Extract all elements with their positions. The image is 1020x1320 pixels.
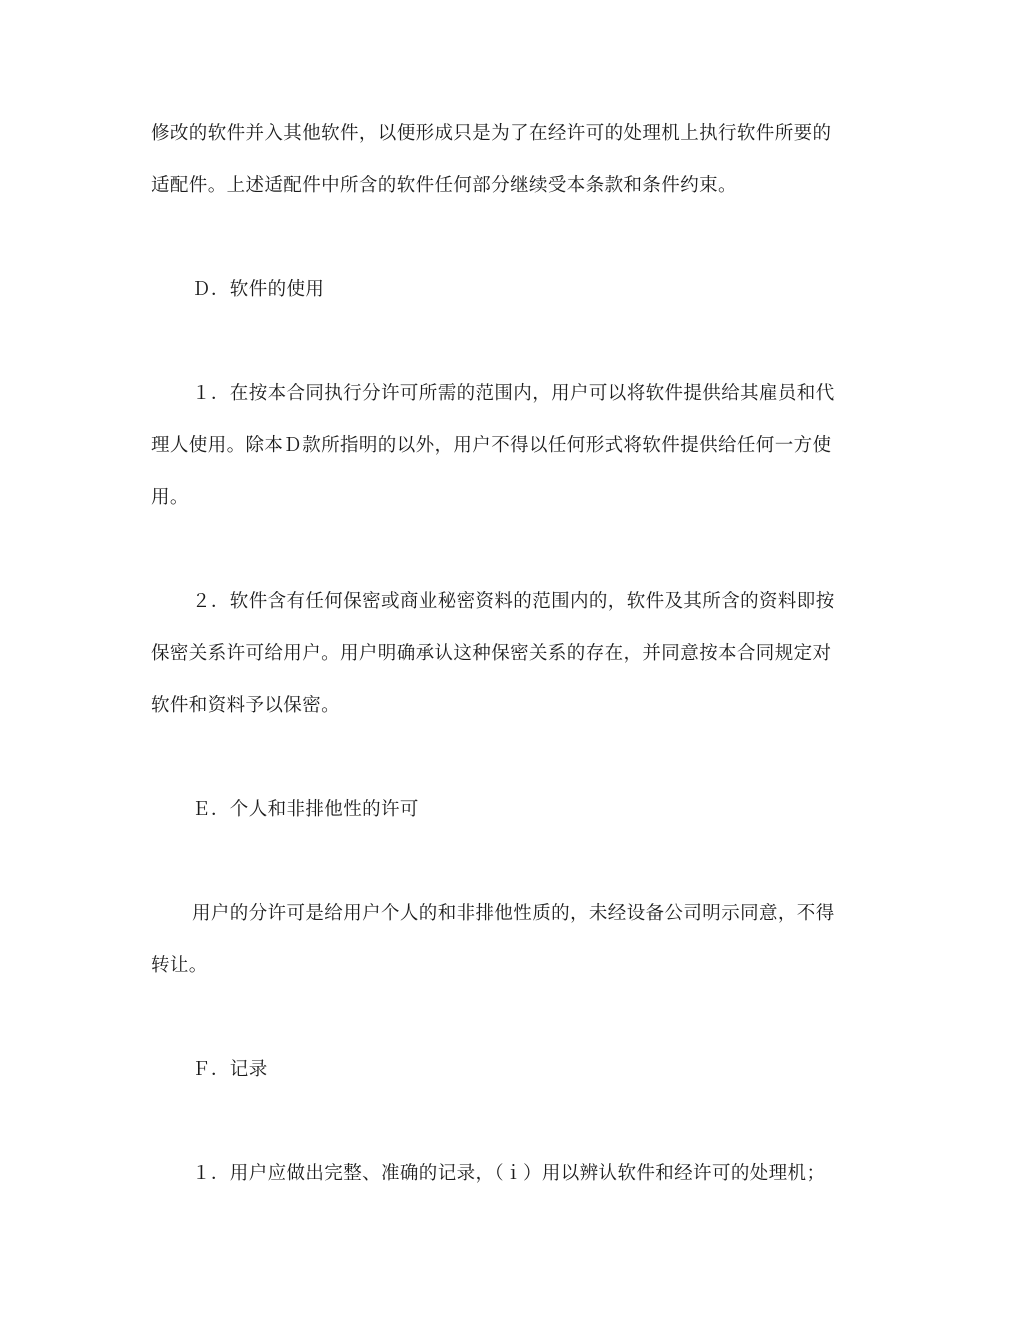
paragraph-line: 转让。 [151, 955, 208, 976]
paragraph-line: 理人使用。除本Ｄ款所指明的以外，用户不得以任何形式将软件提供给任何一方使 [151, 435, 832, 456]
paragraph-line: 用户的分许可是给用户个人的和非排他性质的，未经设备公司明示同意，不得 [192, 903, 835, 924]
paragraph-line: 修改的软件并入其他软件，以便形成只是为了在经许可的处理机上执行软件所要的 [151, 123, 832, 144]
paragraph-line: 用。 [151, 487, 189, 508]
paragraph-line: ２．软件含有任何保密或商业秘密资料的范围内的，软件及其所含的资料即按 [192, 591, 835, 612]
paragraph-line: 保密关系许可给用户。用户明确承认这种保密关系的存在，并同意按本合同规定对 [151, 643, 832, 664]
paragraph-line: １．在按本合同执行分许可所需的范围内，用户可以将软件提供给其雇员和代 [192, 383, 835, 404]
paragraph-line: １．用户应做出完整、准确的记录，（ｉ）用以辨认软件和经许可的处理机； [192, 1163, 826, 1184]
section-heading-e: Ｅ．个人和非排他性的许可 [192, 799, 419, 820]
paragraph-line: 适配件。上述适配件中所含的软件任何部分继续受本条款和条件约束。 [151, 175, 737, 196]
section-heading-d: Ｄ．软件的使用 [192, 279, 325, 300]
section-heading-f: Ｆ．记录 [192, 1059, 268, 1080]
paragraph-line: 软件和资料予以保密。 [151, 695, 341, 716]
